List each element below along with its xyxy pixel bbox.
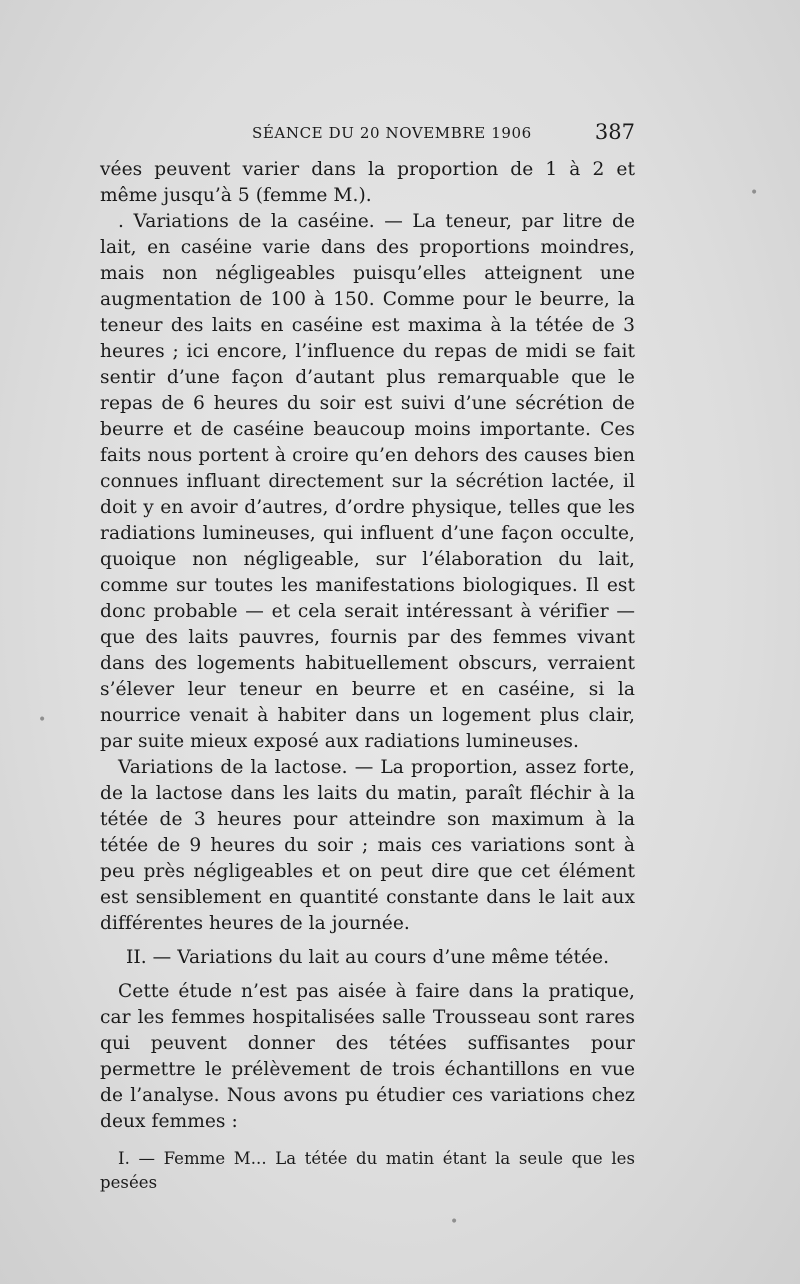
- speck-mark: •: [750, 185, 759, 201]
- page-header: [100, 120, 635, 150]
- paragraph-caseine: . Variations de la caséine. — La teneur, par litre de lait, en caséine varie dans des proportions moindres, mais non négligeables puisqu’elles atteignent une augmentation de 100 à 150. Comme pour le beurre, la teneur des laits en caséine est maxima à la tétée de 3 heures ; ici encore, l’influence du repas de midi se fait sentir d’une façon d’autant plus remarquable que le repas de 6 heures du soir est suivi d’une sécrétion de beurre et de caséine beaucoup moins importante. Ces faits nous portent à croire qu’en dehors des causes bien connues influant directement sur la sécrétion lactée, il doit y en avoir d’autres, d’ordre physique, telles que les radiations lumineuses, qui influent d’une façon occulte, quoique non négligeable, sur l’élaboration du lait, comme sur toutes les manifestations biologiques. Il est donc probable — et cela serait intéressant à vérifier — que des laits pauvres, fournis par des femmes vivant dans des logements habituellement obscurs, verraient s’élever leur teneur en beurre et en caséine, si la nourrice venait à habiter dans un logement plus clair, par suite mieux exposé aux radiations lumineuses.: [100, 211, 635, 752]
- speck-mark: •: [38, 712, 47, 728]
- speck-mark: •: [450, 1214, 459, 1230]
- paragraph-lactose: Variations de la lactose. — La proportion, assez forte, de la lactose dans les laits du matin, paraît fléchir à la tétée de 3 heures pour atteindre son maximum à la tétée de 9 heures du soir ; mais ces variations sont à peu près négligeables et on peut dire que cet élément est sensiblement en quantité constante dans le lait aux différentes heures de la journée.: [100, 757, 635, 934]
- section-heading-ii: II. — Variations du lait au cours d’une même tétée.: [125, 947, 610, 968]
- body-text: [100, 157, 635, 1195]
- page-number: 387: [594, 120, 635, 144]
- paragraph-continued: vées peuvent varier dans la proportion de 1 à 2 et même jusqu’à 5 (femme M.).: [100, 159, 635, 206]
- running-head: SÉANCE DU 20 NOVEMBRE 1906: [252, 124, 532, 142]
- paragraph-femme-m: I. — Femme M... La tétée du matin étant la seule que les pesées: [100, 1149, 635, 1192]
- paragraph-etude: Cette étude n’est pas aisée à faire dans la pratique, car les femmes hospitalisées salle Trousseau sont rares qui peuvent donner des tétées suffisantes pour permettre le prélèvement de trois échantillons en vue de l’analyse. Nous avons pu étudier ces variations chez deux femmes :: [100, 981, 635, 1132]
